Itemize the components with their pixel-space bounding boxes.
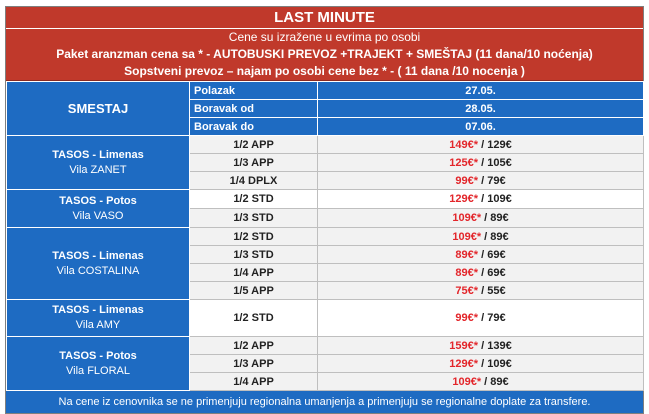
property-location: TASOS - Limenas bbox=[52, 304, 144, 316]
own-transport-price: 79€ bbox=[487, 312, 506, 324]
header bbox=[6, 7, 643, 81]
property-villa: Vila FLORAL bbox=[66, 364, 130, 377]
property-name bbox=[7, 190, 190, 228]
stay-to-label: Boravak do bbox=[190, 118, 318, 136]
table-row bbox=[7, 190, 644, 209]
package-price: 89€* bbox=[455, 266, 479, 279]
price-cell bbox=[318, 246, 644, 264]
property-villa: Vila COSTALINA bbox=[56, 264, 140, 277]
price-separator: / bbox=[478, 138, 488, 151]
price-cell bbox=[318, 264, 644, 282]
stay-from-label: Boravak od bbox=[190, 100, 318, 118]
price-separator: / bbox=[478, 357, 488, 370]
property-location: TASOS - Potos bbox=[59, 349, 137, 362]
room-type: 1/2 STD bbox=[190, 228, 318, 246]
room-type: 1/5 APP bbox=[190, 282, 318, 300]
room-type: 1/4 APP bbox=[190, 373, 318, 391]
property-location: TASOS - Potos bbox=[59, 194, 137, 207]
price-cell bbox=[318, 136, 644, 154]
footer-note: Na cene iz cenovnika se ne primenjuju regionalna umanjenja a primenjuju se regionalne doplate za transfere. bbox=[6, 391, 643, 413]
own-transport-price: 109€ bbox=[487, 357, 512, 370]
own-transport-price: 69€ bbox=[487, 248, 506, 261]
price-separator: / bbox=[478, 193, 488, 205]
package-price: 89€* bbox=[455, 248, 479, 261]
price-separator: / bbox=[478, 266, 488, 279]
price-separator: / bbox=[481, 230, 491, 243]
own-transport-price: 79€ bbox=[487, 174, 506, 187]
price-separator: / bbox=[481, 212, 491, 224]
property-location: TASOS - Limenas bbox=[52, 249, 144, 262]
price-cell bbox=[318, 373, 644, 391]
departure-label: Polazak bbox=[190, 82, 318, 100]
package-price: 99€* bbox=[455, 174, 479, 187]
price-cell bbox=[318, 190, 644, 209]
room-type: 1/2 APP bbox=[190, 337, 318, 355]
room-type: 1/3 APP bbox=[190, 154, 318, 172]
header-note-own-transport: Sopstveni prevoz – najam po osobi cene bez * - ( 11 dana /10 nocenja ) bbox=[124, 64, 525, 78]
room-type: 1/3 APP bbox=[190, 355, 318, 373]
own-transport-price: 89€ bbox=[490, 375, 509, 388]
price-separator: / bbox=[478, 174, 488, 187]
price-cell bbox=[318, 282, 644, 300]
room-type: 1/3 STD bbox=[190, 246, 318, 264]
own-transport-price: 109€ bbox=[487, 193, 512, 205]
own-transport-price: 55€ bbox=[487, 284, 506, 297]
property-name bbox=[7, 337, 190, 391]
price-list-panel bbox=[5, 6, 644, 414]
own-transport-price: 139€ bbox=[487, 339, 512, 352]
package-price: 99€* bbox=[455, 312, 479, 324]
room-type: 1/4 APP bbox=[190, 264, 318, 282]
room-type: 1/2 STD bbox=[190, 300, 318, 337]
table-row bbox=[7, 228, 644, 246]
price-cell bbox=[318, 355, 644, 373]
smestaj-label: SMESTAJ bbox=[7, 82, 190, 136]
price-cell bbox=[318, 209, 644, 228]
own-transport-price: 105€ bbox=[487, 156, 512, 169]
package-price: 129€* bbox=[449, 357, 479, 370]
room-type: 1/4 DPLX bbox=[190, 172, 318, 190]
page-title: LAST MINUTE bbox=[6, 7, 643, 29]
property-name bbox=[7, 300, 190, 337]
package-price: 109€* bbox=[452, 212, 482, 224]
package-price: 129€* bbox=[449, 193, 479, 205]
smestaj-row bbox=[7, 82, 644, 100]
price-cell bbox=[318, 154, 644, 172]
price-cell bbox=[318, 228, 644, 246]
price-separator: / bbox=[478, 284, 488, 297]
room-type: 1/2 APP bbox=[190, 136, 318, 154]
room-type: 1/3 STD bbox=[190, 209, 318, 228]
package-price: 75€* bbox=[455, 284, 479, 297]
property-name bbox=[7, 228, 190, 300]
price-cell bbox=[318, 300, 644, 337]
room-type: 1/2 STD bbox=[190, 190, 318, 209]
property-villa: Vila AMY bbox=[75, 319, 121, 331]
price-table bbox=[6, 81, 644, 391]
property-villa: Vila VASO bbox=[72, 209, 124, 222]
table-row bbox=[7, 300, 644, 337]
own-transport-price: 69€ bbox=[487, 266, 506, 279]
stay-to-date: 07.06. bbox=[318, 118, 644, 136]
property-name bbox=[7, 136, 190, 190]
package-price: 109€* bbox=[452, 230, 482, 243]
price-separator: / bbox=[478, 339, 488, 352]
price-separator: / bbox=[481, 375, 491, 388]
price-cell bbox=[318, 337, 644, 355]
property-villa: Vila ZANET bbox=[69, 163, 127, 176]
package-price: 125€* bbox=[449, 156, 479, 169]
own-transport-price: 129€ bbox=[487, 138, 512, 151]
price-separator: / bbox=[478, 156, 488, 169]
header-note-prices: Cene su izražene u evrima po osobi bbox=[228, 30, 421, 44]
price-separator: / bbox=[478, 248, 488, 261]
table-row bbox=[7, 136, 644, 154]
departure-date: 27.05. bbox=[318, 82, 644, 100]
package-price: 149€* bbox=[449, 138, 479, 151]
own-transport-price: 89€ bbox=[490, 212, 509, 224]
header-note-package: Paket aranzman cena sa * - AUTOBUSKI PREVOZ +TRAJEKT + SMEŠTAJ (11 dana/10 noćenja) bbox=[56, 47, 593, 61]
package-price: 109€* bbox=[452, 375, 482, 388]
price-separator: / bbox=[478, 312, 488, 324]
property-location: TASOS - Limenas bbox=[52, 148, 144, 161]
own-transport-price: 89€ bbox=[490, 230, 509, 243]
price-cell bbox=[318, 172, 644, 190]
stay-from-date: 28.05. bbox=[318, 100, 644, 118]
table-row bbox=[7, 337, 644, 355]
package-price: 159€* bbox=[449, 339, 479, 352]
